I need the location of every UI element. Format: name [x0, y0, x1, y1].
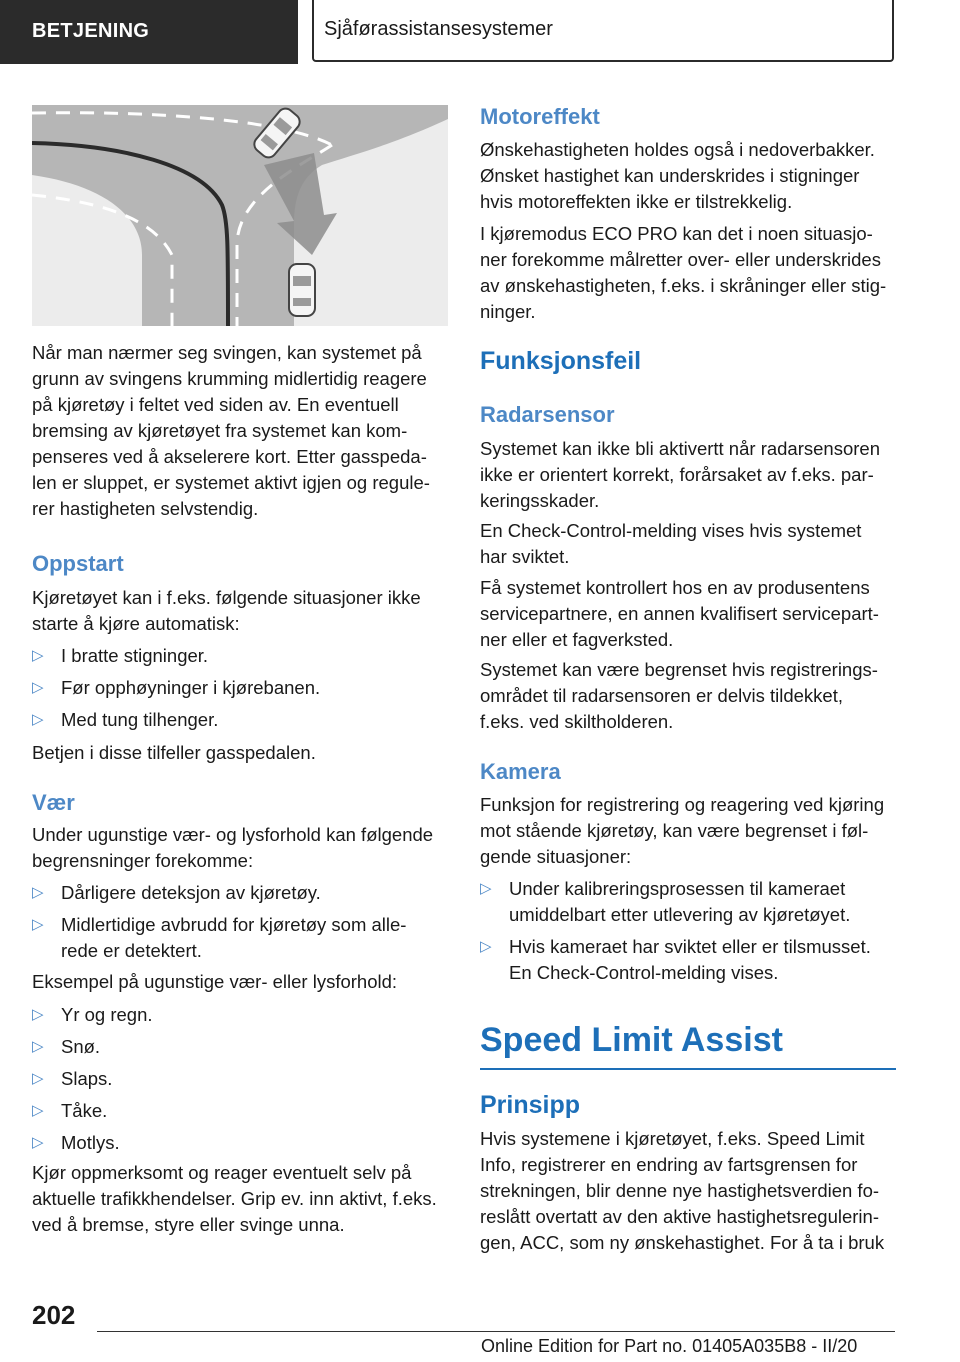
triangle-right-outline-icon: ▷ — [32, 1134, 44, 1151]
text-line: ved å bremse, styre eller svinge unna. — [32, 1214, 345, 1235]
list-item — [32, 1098, 448, 1124]
text-line: Når man nærmer seg svingen, kan systemet på — [32, 342, 422, 363]
list-item-text: En Check-Control-melding vises. — [509, 962, 779, 983]
list-item — [32, 1130, 448, 1156]
heading-funksjonsfeil: Funksjonsfeil — [480, 347, 642, 375]
triangle-right-outline-icon: ▷ — [32, 711, 44, 728]
text-line: mot stående kjøretøy, kan være begrenset i føl‐ — [480, 820, 869, 841]
list-item-text: Dårligere deteksjon av kjøretøy. — [61, 882, 321, 903]
radarsensor-p3 — [480, 575, 896, 653]
heading-vaer: Vær — [32, 790, 75, 815]
text-line: Ønsket hastighet kan underskrides i stigninger — [480, 165, 860, 186]
list-item-text: Yr og regn. — [61, 1004, 153, 1025]
text-line: på kjøretøy i feltet ved siden av. En eventuell — [32, 394, 399, 415]
section-title: BETJENING — [32, 20, 150, 42]
text-line: Kjøretøyet kan i f.eks. følgende situasjoner ikke — [32, 587, 421, 608]
oppstart-tail: Betjen i disse tilfeller gasspedalen. — [32, 742, 316, 763]
heading-kamera: Kamera — [480, 759, 561, 784]
footer-rule — [97, 1331, 895, 1332]
text-line: grunn av svingens krumming midlertidig reagere — [32, 368, 427, 389]
list-item-text: Med tung tilhenger. — [61, 709, 219, 730]
text-line: ner eller et fagverksted. — [480, 629, 674, 650]
motoreffekt-p2 — [480, 221, 896, 325]
heading-radarsensor: Radarsensor — [480, 402, 615, 427]
heading-rule — [480, 1068, 896, 1070]
triangle-right-outline-icon: ▷ — [480, 938, 492, 955]
text-line: servicepartnere, en annen kvalifisert servicepart‐ — [480, 603, 879, 624]
chapter-title: Sjåførassistansesystemer — [324, 18, 553, 40]
list-item — [32, 1034, 448, 1060]
text-line: har sviktet. — [480, 546, 570, 567]
vaer-lead2: Eksempel på ugunstige vær- eller lysforhold: — [32, 971, 398, 992]
radarsensor-p4 — [480, 657, 896, 735]
list-item-text: Motlys. — [61, 1132, 120, 1153]
list-item — [32, 643, 448, 669]
list-item — [32, 912, 448, 964]
intro-paragraph — [32, 340, 448, 522]
prinsipp-p1 — [480, 1126, 896, 1256]
list-item-text: Snø. — [61, 1036, 101, 1057]
text-line: Under ugunstige vær- og lysforhold kan følgende — [32, 824, 434, 845]
text-line: starte å kjøre automatisk: — [32, 613, 240, 634]
text-line: Ønskehastigheten holdes også i nedoverbakker. — [480, 139, 875, 160]
list-item — [32, 707, 448, 733]
vaer-lead — [32, 822, 448, 874]
heading-oppstart: Oppstart — [32, 551, 124, 576]
triangle-right-outline-icon: ▷ — [32, 647, 44, 664]
text-line: Info, registrerer en endring av fartsgrensen for — [480, 1154, 858, 1175]
list-item — [32, 880, 448, 906]
section-tab — [0, 0, 298, 64]
heading-speed-limit-assist: Speed Limit Assist — [480, 1021, 783, 1059]
list-item — [480, 876, 896, 928]
list-item-text: Tåke. — [61, 1100, 108, 1121]
text-line: ikke er orientert korrekt, forårsaket av f.eks. par‐ — [480, 464, 874, 485]
triangle-right-outline-icon: ▷ — [32, 1070, 44, 1087]
oppstart-lead — [32, 585, 448, 637]
heading-motoreffekt: Motoreffekt — [480, 104, 600, 129]
list-item-text: Før opphøyninger i kjørebanen. — [61, 677, 321, 698]
text-line: len er sluppet, er systemet aktivt igjen og regule‐ — [32, 472, 430, 493]
oppstart-list — [32, 643, 448, 733]
edition-text: Online Edition for Part no. 01405A035B8 - II/20 — [481, 1336, 858, 1356]
triangle-right-outline-icon: ▷ — [32, 916, 44, 933]
list-item-text: I bratte stigninger. — [61, 645, 209, 666]
text-line: strekningen, blir denne nye hastighetsverdien fo‐ — [480, 1180, 880, 1201]
triangle-right-outline-icon: ▷ — [32, 884, 44, 901]
text-line: Systemet kan ikke bli aktivertt når radarsensoren — [480, 438, 880, 459]
text-line: Kjør oppmerksomt og reager eventuelt selv på — [32, 1162, 412, 1183]
triangle-right-outline-icon: ▷ — [32, 1006, 44, 1023]
vaer-list — [32, 880, 448, 964]
text-line: Systemet kan være begrenset hvis registrerings‐ — [480, 659, 878, 680]
text-line: rer hastigheten selvstendig. — [32, 498, 259, 519]
kamera-list — [480, 876, 896, 986]
list-item — [480, 934, 896, 986]
text-line: aktuelle trafikkhendelser. Grip ev. inn aktivt, f.eks. — [32, 1188, 437, 1209]
text-line: f.eks. ved skiltholderen. — [480, 711, 674, 732]
text-line: Hvis systemene i kjøretøyet, f.eks. Speed Limit — [480, 1128, 865, 1149]
heading-prinsipp: Prinsipp — [480, 1091, 581, 1119]
list-item-text: umiddelbart etter utlevering av kjøretøyet. — [509, 904, 851, 925]
curve-illustration — [32, 105, 448, 326]
list-item-text: Slaps. — [61, 1068, 113, 1089]
text-line: begrensninger forekomme: — [32, 850, 254, 871]
triangle-right-outline-icon: ▷ — [32, 1102, 44, 1119]
text-line: av ønskehastigheten, f.eks. i skråninger eller stig‐ — [480, 275, 887, 296]
list-item — [32, 1002, 448, 1028]
list-item-text: Hvis kameraet har sviktet eller er tilsmusset. — [509, 936, 871, 957]
text-line: området til radarsensoren er delvis tildekket, — [480, 685, 843, 706]
text-line: bremsing av kjøretøyet fra systemet kan kom‐ — [32, 420, 408, 441]
text-line: Funksjon for registrering og reagering ved kjøring — [480, 794, 885, 815]
page-number: 202 — [32, 1300, 76, 1330]
text-line: Få systemet kontrollert hos en av produsentens — [480, 577, 870, 598]
section-speed-limit-assist — [480, 1020, 896, 1070]
radarsensor-p2 — [480, 518, 896, 570]
radarsensor-p1 — [480, 436, 896, 514]
text-line: penseres ved å akselerere kort. Etter gasspeda‐ — [32, 446, 427, 467]
triangle-right-outline-icon: ▷ — [480, 880, 492, 897]
conditions-list — [32, 1002, 448, 1156]
list-item-text: Under kalibreringsprosessen til kameraet — [509, 878, 846, 899]
text-line: keringsskader. — [480, 490, 600, 511]
list-item — [32, 1066, 448, 1092]
text-line: reslått overtatt av den aktive hastighetsregulerin‐ — [480, 1206, 879, 1227]
text-line: gende situasjoner: — [480, 846, 632, 867]
triangle-right-outline-icon: ▷ — [32, 1038, 44, 1055]
text-line: ner forekomme målretter over- eller underskrides — [480, 249, 881, 270]
text-line: hvis motoreffekten ikke er tilstrekkelig. — [480, 191, 793, 212]
text-line: gen, ACC, som ny ønskehastighet. For å ta i bruk — [480, 1232, 885, 1253]
list-item-text: rede er detektert. — [61, 940, 202, 961]
vaer-tail — [32, 1160, 448, 1238]
text-line: ninger. — [480, 301, 536, 322]
list-item-text: Midlertidige avbrudd for kjøretøy som alle‐ — [61, 914, 407, 935]
kamera-lead — [480, 792, 896, 870]
triangle-right-outline-icon: ▷ — [32, 679, 44, 696]
text-line: I kjøremodus ECO PRO kan det i noen situasjo‐ — [480, 223, 873, 244]
text-line: En Check-Control-melding vises hvis systemet — [480, 520, 862, 541]
motoreffekt-p1 — [480, 137, 896, 215]
chapter-tab — [312, 0, 894, 62]
list-item — [32, 675, 448, 701]
